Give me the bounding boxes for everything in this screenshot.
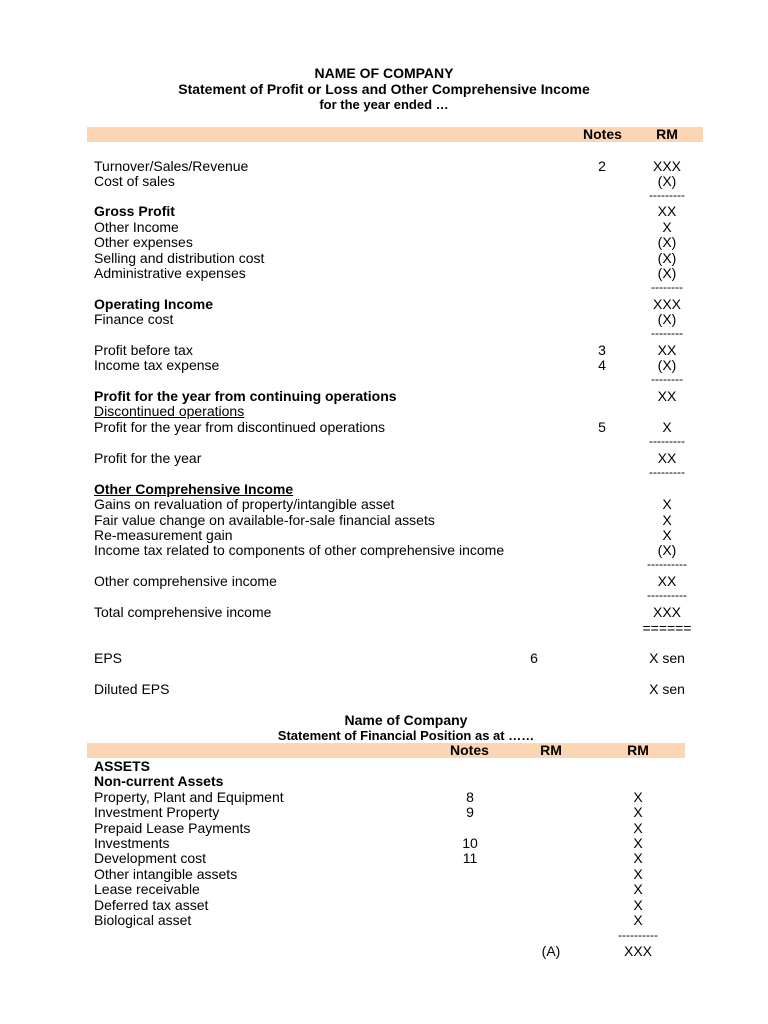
row-note: 2 — [598, 158, 606, 174]
company-name: NAME OF COMPANY — [314, 65, 454, 81]
row-rm: (X) — [657, 173, 677, 189]
statement-period: for the year ended … — [319, 97, 449, 112]
row-rm: X — [662, 219, 672, 235]
row-rm: (X) — [657, 250, 677, 266]
row-rm: (X) — [657, 357, 677, 373]
row-label: Investment Property — [94, 804, 220, 820]
subtotal-line: -------- — [651, 326, 683, 340]
row-label: Other comprehensive income — [94, 573, 277, 589]
row-label: Other intangible assets — [94, 866, 238, 882]
row-label: Development cost — [94, 850, 207, 866]
row-rm: XX — [657, 342, 677, 358]
row-note: 8 — [466, 789, 474, 805]
row-rm: X — [633, 820, 643, 836]
fp-title: Statement of Financial Position as at …… — [277, 728, 535, 743]
row-label: Administrative expenses — [94, 265, 246, 281]
row-label: Profit before tax — [94, 342, 193, 358]
row-note: 3 — [598, 342, 606, 358]
row-rm: X — [633, 912, 643, 928]
row-label: Income tax expense — [94, 357, 220, 373]
total-label: (A) — [541, 943, 561, 959]
row-note: 4 — [598, 357, 606, 373]
row-rm: X — [633, 804, 643, 820]
row-rm: XX — [657, 573, 677, 589]
statement-title: Statement of Profit or Loss and Other Comprehensive Income — [178, 81, 590, 97]
row-label: Profit for the year — [94, 450, 202, 466]
row-label: Gross Profit — [94, 203, 175, 219]
row-rm: XXX — [652, 158, 681, 174]
row-rm: (X) — [657, 265, 677, 281]
subtotal-line: -------- — [651, 372, 683, 386]
subtotal-line: -------- — [651, 280, 683, 294]
row-rm: XX — [657, 203, 677, 219]
row-label: Operating Income — [94, 296, 214, 312]
row-rm: X — [633, 789, 643, 805]
row-rm: (X) — [657, 234, 677, 250]
total-rm: XXX — [623, 943, 652, 959]
notes-header: Notes — [583, 126, 622, 142]
row-rm: (X) — [657, 311, 677, 327]
row-rm: XXX — [652, 296, 681, 312]
row-rm: X — [633, 897, 643, 913]
row-note: 5 — [598, 419, 606, 435]
row-rm: XX — [657, 388, 677, 404]
row-label: Lease receivable — [94, 881, 200, 897]
row-label: Prepaid Lease Payments — [94, 820, 251, 836]
row-label: Fair value change on available-for-sale financial assets — [94, 512, 435, 528]
subtotal-line: --------- — [649, 465, 685, 479]
row-label: Property, Plant and Equipment — [94, 789, 284, 805]
row-note: 10 — [462, 835, 478, 851]
row-label: Turnover/Sales/Revenue — [94, 158, 249, 174]
eps-rm: X sen — [649, 650, 685, 666]
row-label: Other Comprehensive Income — [94, 481, 294, 497]
total-double-line: ====== — [642, 620, 692, 636]
eps-note: 6 — [530, 650, 538, 666]
row-rm: X — [633, 850, 643, 866]
row-label: Other expenses — [94, 234, 193, 250]
row-label: Finance cost — [94, 311, 174, 327]
subtotal-line: ---------- — [647, 588, 687, 602]
fp-section-heading: ASSETS — [94, 758, 151, 774]
row-label: Other Income — [94, 219, 179, 235]
eps-label: EPS — [94, 650, 123, 666]
row-label: Investments — [94, 835, 170, 851]
row-rm: X — [633, 866, 643, 882]
row-rm: X — [662, 496, 672, 512]
rm-header: RM — [656, 126, 678, 142]
fp-notes-header: Notes — [450, 742, 489, 758]
fp-rm-header-1: RM — [540, 742, 562, 758]
row-rm: X — [633, 881, 643, 897]
diluted-eps-rm: X sen — [649, 681, 685, 697]
row-label: Selling and distribution cost — [94, 250, 265, 266]
fp-subsection-heading: Non-current Assets — [94, 773, 224, 789]
subtotal-line: --------- — [649, 188, 685, 202]
fp-rm-header-2: RM — [627, 742, 649, 758]
row-rm: (X) — [657, 542, 677, 558]
row-label: Biological asset — [94, 912, 192, 928]
row-rm: XXX — [652, 604, 681, 620]
row-label: Re-measurement gain — [94, 527, 233, 543]
row-label: Cost of sales — [94, 173, 175, 189]
row-rm: X — [633, 835, 643, 851]
row-label: Profit for the year from discontinued operations — [94, 419, 386, 435]
row-label: Total comprehensive income — [94, 604, 272, 620]
fp-header-band — [87, 743, 685, 758]
diluted-eps-label: Diluted EPS — [94, 681, 170, 697]
row-note: 9 — [466, 804, 474, 820]
row-note: 11 — [462, 850, 478, 866]
row-label: Profit for the year from continuing operations — [94, 388, 397, 404]
row-rm: XX — [657, 450, 677, 466]
row-rm: X — [662, 512, 672, 528]
subtotal-line: ---------- — [647, 557, 687, 571]
fp-company-name: Name of Company — [344, 712, 468, 728]
row-label: Discontinued operations — [94, 403, 245, 419]
subtotal-line: ---------- — [618, 928, 658, 942]
row-rm: X — [662, 527, 672, 543]
row-label: Deferred tax asset — [94, 897, 209, 913]
subtotal-line: --------- — [649, 434, 685, 448]
row-label: Gains on revaluation of property/intangible asset — [94, 496, 395, 512]
row-rm: X — [662, 419, 672, 435]
row-label: Income tax related to components of other comprehensive income — [94, 542, 505, 558]
